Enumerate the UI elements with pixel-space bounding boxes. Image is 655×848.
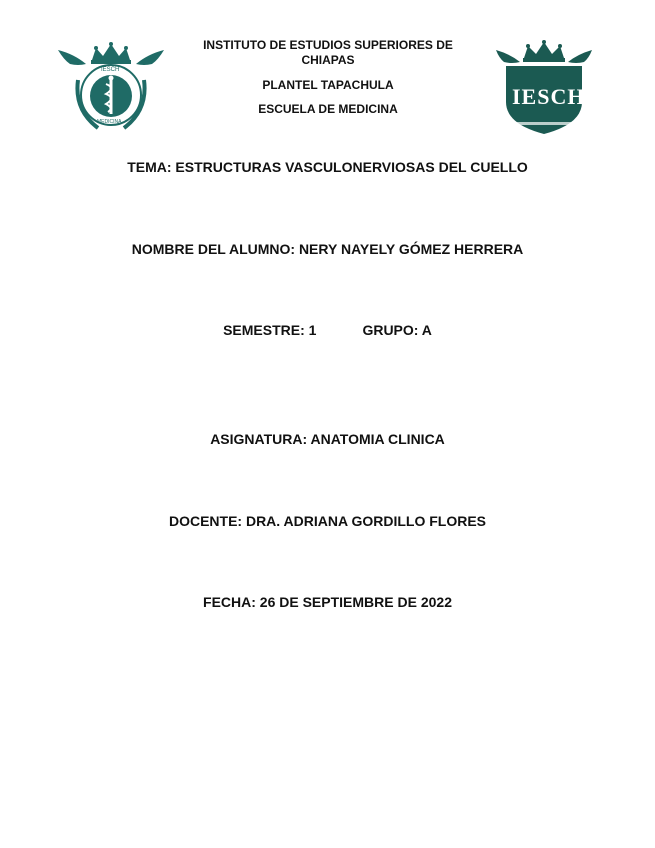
asignatura-line: ASIGNATURA: ANATOMIA CLINICA (210, 431, 445, 447)
fecha-line: FECHA: 26 DE SEPTIEMBRE DE 2022 (203, 594, 452, 610)
institution-header (180, 38, 476, 117)
institution-name: INSTITUTO DE ESTUDIOS SUPERIORES DE CHIAPAS (203, 38, 453, 67)
semestre-grupo-line (0, 321, 655, 339)
campus-name: PLANTEL TAPACHULA (262, 78, 394, 92)
semestre-text: SEMESTRE: 1 (223, 322, 317, 338)
school-name: ESCUELA DE MEDICINA (258, 102, 398, 116)
student-name-line: NOMBRE DEL ALUMNO: NERY NAYELY GÓMEZ HERRERA (131, 241, 524, 257)
docente-line: DOCENTE: DRA. ADRIANA GORDILLO FLORES (168, 513, 487, 529)
iesch-medicine-logo (56, 40, 166, 135)
logo-left-top-text: IESCH (101, 67, 120, 73)
tema-line: TEMA: ESTRUCTURAS VASCULONERVIOSAS DEL CUELLO (127, 159, 528, 175)
logo-left-bottom-text: MEDICINA (97, 119, 122, 125)
grupo-text: GRUPO: A (362, 322, 432, 338)
iesch-logo (496, 40, 592, 136)
logo-right-text: IESCH (512, 84, 586, 109)
